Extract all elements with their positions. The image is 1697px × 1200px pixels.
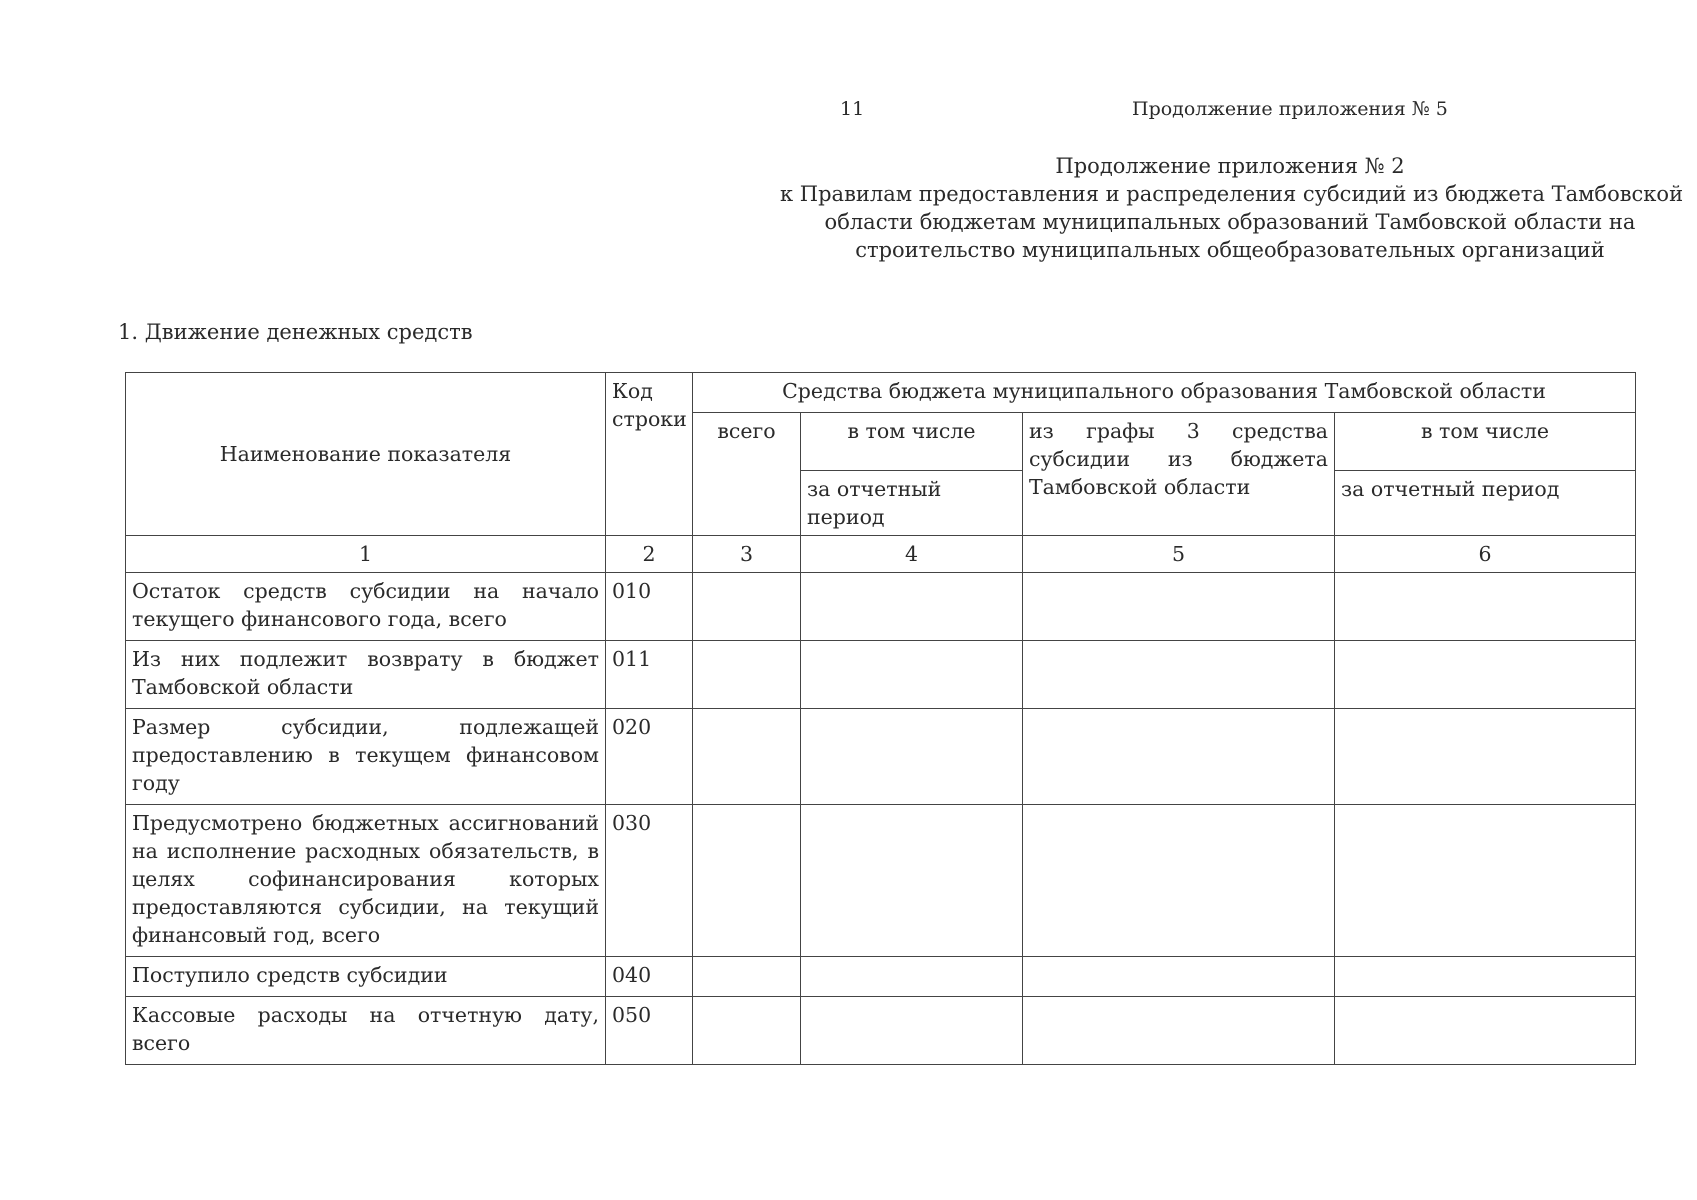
header-including-2: в том числе bbox=[1335, 413, 1636, 471]
row-label: Предусмотрено бюджетных ассигнований на исполнение расходных обязательств, в целях софинансирования которых предоставляются субсидии, на текущий финансовый год, всего bbox=[126, 805, 606, 957]
column-number: 5 bbox=[1023, 536, 1335, 573]
row-label: Поступило средств субсидии bbox=[126, 957, 606, 997]
column-numbers-row bbox=[126, 536, 1636, 573]
value-cell bbox=[801, 997, 1023, 1065]
value-cell bbox=[801, 805, 1023, 957]
header-row-1 bbox=[126, 373, 1636, 413]
table-row bbox=[126, 997, 1636, 1065]
value-cell bbox=[1023, 805, 1335, 957]
column-number: 4 bbox=[801, 536, 1023, 573]
table-row bbox=[126, 709, 1636, 805]
row-code: 020 bbox=[606, 709, 693, 805]
value-cell bbox=[693, 957, 801, 997]
value-cell bbox=[1023, 641, 1335, 709]
header-reporting-period-2: за отчетный период bbox=[1335, 471, 1636, 536]
value-cell bbox=[1023, 997, 1335, 1065]
table-row bbox=[126, 573, 1636, 641]
value-cell bbox=[1335, 709, 1636, 805]
appendix-line: строительство муниципальных общеобразовательных организаций bbox=[855, 238, 1605, 262]
header-total: всего bbox=[693, 413, 801, 536]
column-number: 6 bbox=[1335, 536, 1636, 573]
row-code: 030 bbox=[606, 805, 693, 957]
row-label: Из них подлежит возврату в бюджет Тамбовской области bbox=[126, 641, 606, 709]
value-cell bbox=[693, 573, 801, 641]
appendix-line: области бюджетам муниципальных образований Тамбовской области на bbox=[824, 210, 1636, 234]
value-cell bbox=[1023, 709, 1335, 805]
section-title: 1. Движение денежных средств bbox=[118, 320, 473, 344]
column-number: 1 bbox=[126, 536, 606, 573]
value-cell bbox=[801, 957, 1023, 997]
value-cell bbox=[801, 573, 1023, 641]
header-indicator-name: Наименование показателя bbox=[126, 373, 606, 536]
appendix-reference bbox=[780, 152, 1684, 264]
value-cell bbox=[1335, 573, 1636, 641]
table-row bbox=[126, 957, 1636, 997]
header-from-column-3: из графы 3 средства субсидии из бюджета Тамбовской области bbox=[1023, 413, 1335, 536]
value-cell bbox=[1023, 957, 1335, 997]
row-label: Остаток средств субсидии на начало текущего финансового года, всего bbox=[126, 573, 606, 641]
row-code: 050 bbox=[606, 997, 693, 1065]
value-cell bbox=[693, 997, 801, 1065]
row-label: Размер субсидии, подлежащей предоставлению в текущем финансовом году bbox=[126, 709, 606, 805]
continuation-appendix-5: Продолжение приложения № 5 bbox=[1132, 98, 1448, 120]
appendix-line: к Правилам предоставления и распределения субсидий из бюджета Тамбовской bbox=[780, 182, 1684, 206]
header-including-1: в том числе bbox=[801, 413, 1023, 471]
row-code: 040 bbox=[606, 957, 693, 997]
cash-flow-table bbox=[125, 372, 1636, 1065]
value-cell bbox=[801, 641, 1023, 709]
value-cell bbox=[1335, 957, 1636, 997]
value-cell bbox=[1335, 997, 1636, 1065]
value-cell bbox=[693, 641, 801, 709]
header-reporting-period-1: за отчетный период bbox=[801, 471, 1023, 536]
value-cell bbox=[1335, 641, 1636, 709]
column-number: 2 bbox=[606, 536, 693, 573]
column-number: 3 bbox=[693, 536, 801, 573]
header-line-code: Код строки bbox=[606, 373, 693, 536]
appendix-line: Продолжение приложения № 2 bbox=[1055, 154, 1405, 178]
value-cell bbox=[1335, 805, 1636, 957]
value-cell bbox=[693, 709, 801, 805]
row-code: 010 bbox=[606, 573, 693, 641]
table-row bbox=[126, 641, 1636, 709]
value-cell bbox=[1023, 573, 1335, 641]
table-row bbox=[126, 805, 1636, 957]
row-label: Кассовые расходы на отчетную дату, всего bbox=[126, 997, 606, 1065]
row-code: 011 bbox=[606, 641, 693, 709]
header-municipal-budget-funds: Средства бюджета муниципального образования Тамбовской области bbox=[693, 373, 1636, 413]
value-cell bbox=[693, 805, 801, 957]
value-cell bbox=[801, 709, 1023, 805]
page-number: 11 bbox=[840, 98, 865, 120]
